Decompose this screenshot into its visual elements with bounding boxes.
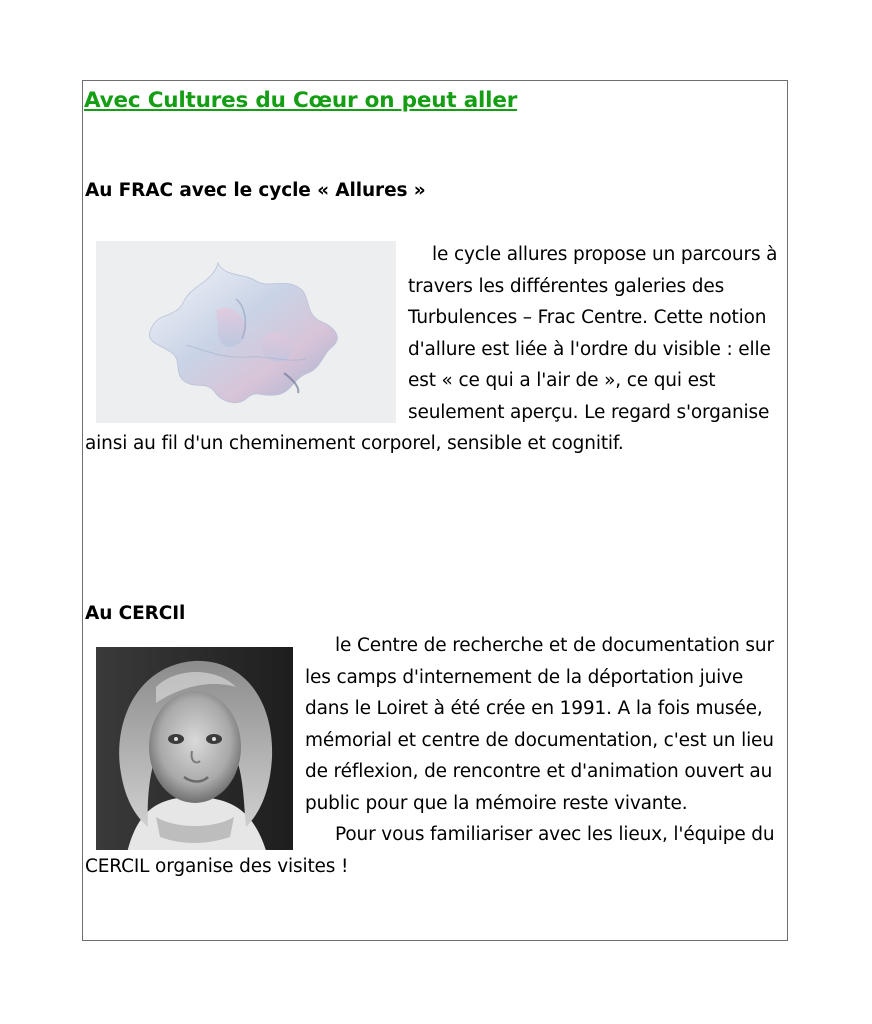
section-cercil-body — [85, 630, 787, 882]
girl-portrait-photo — [96, 647, 293, 850]
page-title: Avec Cultures du Cœur on peut aller — [84, 88, 518, 113]
cercil-paragraph-2: Pour vous familiariser avec les lieux, l'équipe du CERCIL organise des visites ! — [85, 824, 775, 877]
frac-sculpture-image — [96, 241, 396, 423]
section-heading-cercil: Au CERCIl — [85, 603, 186, 624]
cercil-paragraph: le Centre de recherche et de documentation sur les camps d'internement de la déportation juive dans le Loiret à été crée en 1991. A la fois musée, mémorial et centre de documentation, c'est un lieu de réflexion, de rencontre et d'animation ouvert au public pour que la mémoire reste vivante. — [305, 635, 774, 814]
section-frac-body — [85, 239, 787, 460]
section-heading-frac: Au FRAC avec le cycle « Allures » — [85, 180, 426, 201]
frac-paragraph: le cycle allures propose un parcours à travers les différentes galeries des Turbulences – Frac Centre. Cette notion d'allure est liée à l'ordre du visible : elle est « ce qui a l'air de », ce qui est seulement aperçu. Le regard s'organise ainsi au fil d'un cheminement corporel, sensible et cognitif. — [85, 244, 778, 454]
